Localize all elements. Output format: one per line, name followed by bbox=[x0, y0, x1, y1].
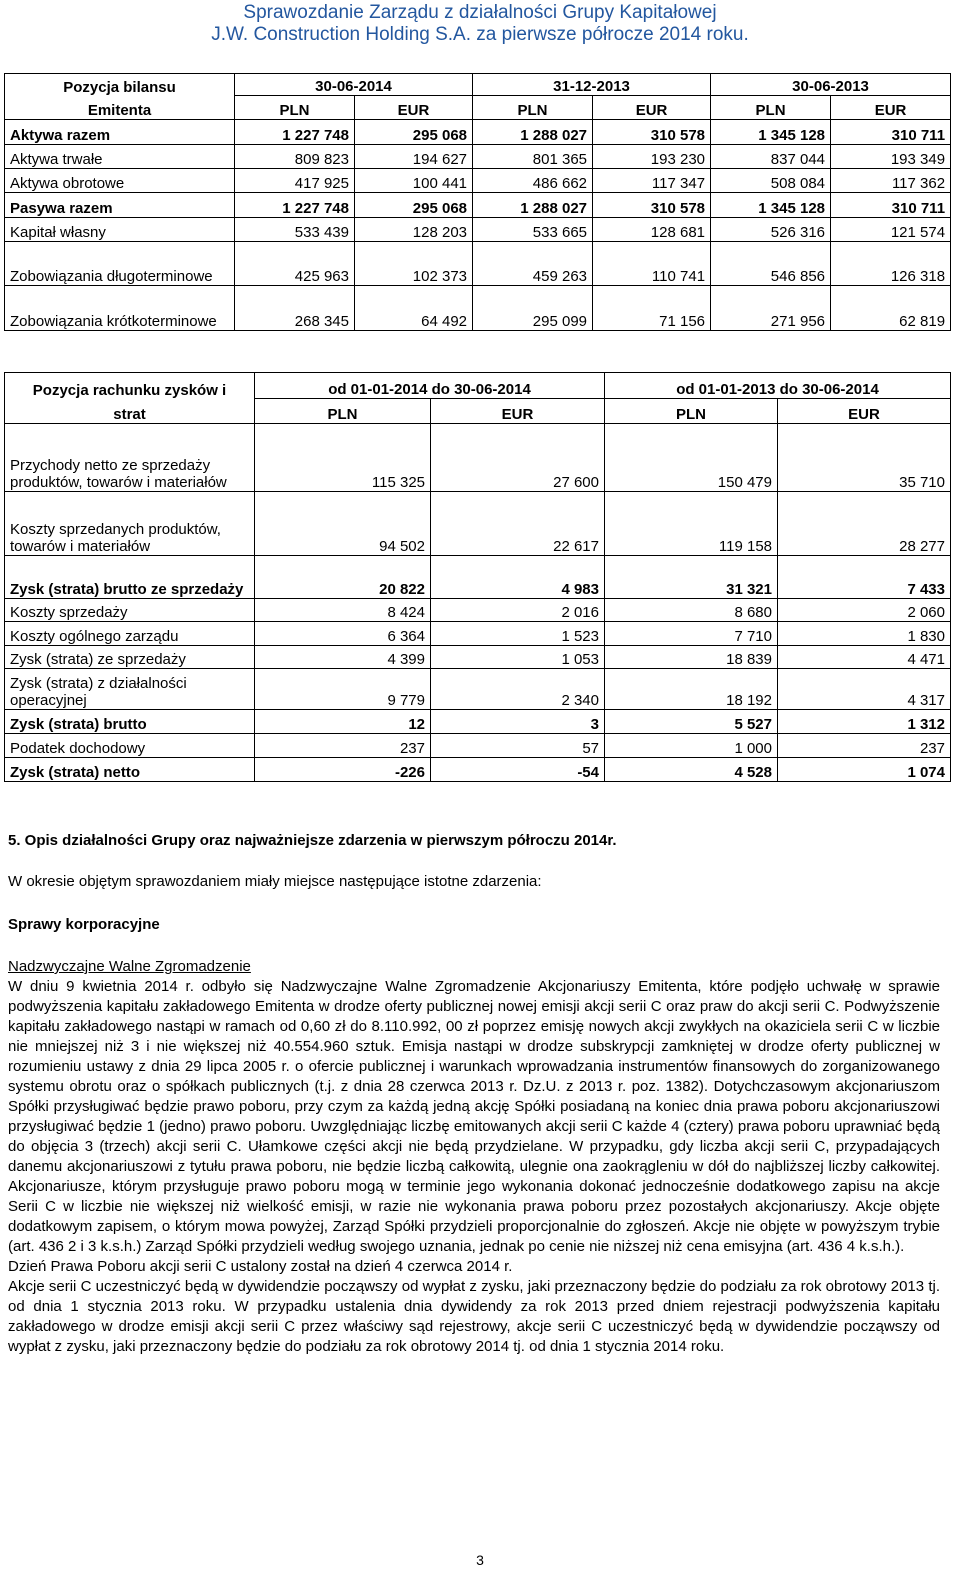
income-cell: 2 340 bbox=[431, 669, 605, 710]
balance-cell: 508 084 bbox=[711, 169, 831, 193]
balance-row bbox=[5, 242, 951, 286]
income-cell: 12 bbox=[255, 710, 431, 734]
income-period-header: od 01-01-2013 do 30-06-2014 bbox=[605, 373, 951, 399]
balance-cell: 1 288 027 bbox=[473, 120, 593, 145]
balance-cell: 102 373 bbox=[355, 242, 473, 286]
income-cell: -54 bbox=[431, 758, 605, 782]
balance-period-header: 30-06-2013 bbox=[711, 74, 951, 96]
paragraph: Akcje serii C uczestniczyć będą w dywidendzie począwszy od wypłat z zysku, jaki przeznaczony będzie do podziału za rok obrotowy 2013 tj. od dnia 1 stycznia 2013 roku. W przypadku ustalenia dnia dywidendy za rok 2013 przed dniem rejestracji podwyższenia kapitału zakładowego w drodze emisji akcji serii C przez właściwy sąd rejestrowy, akcje serii C uczestniczyć będą w dywidendzie począwszy od wypłat z zysku, jaki przeznaczony będzie do podziału za rok obrotowy 2014 tj. od dnia 1 stycznia 2014 roku. bbox=[8, 1278, 940, 1355]
income-col-label: strat bbox=[5, 399, 255, 424]
balance-cell: 1 227 748 bbox=[235, 193, 355, 218]
income-row-label: Zysk (strata) brutto bbox=[5, 710, 255, 734]
balance-currency-header: EUR bbox=[593, 96, 711, 120]
income-cell: 150 479 bbox=[605, 424, 778, 492]
balance-row bbox=[5, 286, 951, 331]
subsection-heading: Sprawy korporacyjne bbox=[8, 916, 160, 933]
balance-cell: 533 665 bbox=[473, 218, 593, 242]
balance-cell: 126 318 bbox=[831, 242, 951, 286]
balance-cell: 425 963 bbox=[235, 242, 355, 286]
income-cell: 18 839 bbox=[605, 646, 778, 669]
income-cell: 9 779 bbox=[255, 669, 431, 710]
balance-cell: 193 230 bbox=[593, 145, 711, 169]
balance-cell: 194 627 bbox=[355, 145, 473, 169]
income-col-label: Pozycja rachunku zysków i bbox=[5, 373, 255, 399]
balance-cell: 486 662 bbox=[473, 169, 593, 193]
balance-cell: 110 741 bbox=[593, 242, 711, 286]
balance-currency-header: EUR bbox=[355, 96, 473, 120]
income-cell: 1 523 bbox=[431, 622, 605, 646]
income-cell: 4 317 bbox=[778, 669, 951, 710]
income-row-label: Zysk (strata) netto bbox=[5, 758, 255, 782]
income-row bbox=[5, 734, 951, 758]
balance-cell: 809 823 bbox=[235, 145, 355, 169]
income-cell: 8 680 bbox=[605, 599, 778, 622]
income-cell: 7 433 bbox=[778, 556, 951, 599]
balance-row-label: Zobowiązania długoterminowe bbox=[5, 242, 235, 286]
income-row bbox=[5, 556, 951, 599]
egm-heading: Nadzwyczajne Walne Zgromadzenie bbox=[8, 958, 251, 975]
income-row bbox=[5, 710, 951, 734]
income-rows bbox=[5, 424, 951, 782]
balance-cell: 193 349 bbox=[831, 145, 951, 169]
income-header-row-periods bbox=[5, 373, 951, 399]
balance-cell: 1 345 128 bbox=[711, 193, 831, 218]
income-cell: 4 983 bbox=[431, 556, 605, 599]
balance-header-row-periods bbox=[5, 74, 951, 96]
balance-row-label: Pasywa razem bbox=[5, 193, 235, 218]
income-cell: 22 617 bbox=[431, 492, 605, 556]
income-period-header: od 01-01-2014 do 30-06-2014 bbox=[255, 373, 605, 399]
balance-cell: 801 365 bbox=[473, 145, 593, 169]
header-title-line-1: Sprawozdanie Zarządu z działalności Grupy Kapitałowej bbox=[243, 2, 717, 23]
balance-cell: 526 316 bbox=[711, 218, 831, 242]
balance-row-label: Aktywa razem bbox=[5, 120, 235, 145]
balance-row-label: Aktywa trwałe bbox=[5, 145, 235, 169]
income-row bbox=[5, 424, 951, 492]
income-row-label: Podatek dochodowy bbox=[5, 734, 255, 758]
income-cell: 237 bbox=[778, 734, 951, 758]
income-currency-header: EUR bbox=[778, 399, 951, 424]
income-row bbox=[5, 622, 951, 646]
balance-col-label: Emitenta bbox=[5, 96, 235, 120]
balance-col-label: Pozycja bilansu bbox=[5, 74, 235, 96]
section-intro: W okresie objętym sprawozdaniem miały miejsce następujące istotne zdarzenia: bbox=[8, 873, 542, 890]
income-table bbox=[4, 372, 951, 782]
body-text bbox=[8, 977, 940, 1357]
income-cell: 1 053 bbox=[431, 646, 605, 669]
income-cell: 4 399 bbox=[255, 646, 431, 669]
balance-cell: 310 578 bbox=[593, 120, 711, 145]
income-cell: 8 424 bbox=[255, 599, 431, 622]
income-currency-header: PLN bbox=[605, 399, 778, 424]
balance-cell: 459 263 bbox=[473, 242, 593, 286]
income-cell: 6 364 bbox=[255, 622, 431, 646]
balance-cell: 310 578 bbox=[593, 193, 711, 218]
income-cell: 57 bbox=[431, 734, 605, 758]
income-cell: 20 822 bbox=[255, 556, 431, 599]
income-cell: 7 710 bbox=[605, 622, 778, 646]
income-row bbox=[5, 492, 951, 556]
income-row-label: Zysk (strata) brutto ze sprzedaży bbox=[5, 556, 255, 599]
balance-cell: 417 925 bbox=[235, 169, 355, 193]
balance-currency-header: PLN bbox=[711, 96, 831, 120]
balance-row bbox=[5, 193, 951, 218]
income-cell: 2 060 bbox=[778, 599, 951, 622]
balance-cell: 310 711 bbox=[831, 193, 951, 218]
balance-cell: 62 819 bbox=[831, 286, 951, 331]
income-cell: 28 277 bbox=[778, 492, 951, 556]
balance-row bbox=[5, 120, 951, 145]
balance-cell: 837 044 bbox=[711, 145, 831, 169]
income-cell: 1 312 bbox=[778, 710, 951, 734]
income-row bbox=[5, 646, 951, 669]
income-cell: 94 502 bbox=[255, 492, 431, 556]
balance-currency-header: EUR bbox=[831, 96, 951, 120]
paragraph: W dniu 9 kwietnia 2014 r. odbyło się Nadzwyczajne Walne Zgromadzenie Akcjonariuszy Emitenta, które podjęło uchwałę w sprawie podwyższenia kapitału zakładowego Emitenta w drodze oferty publicznej nowej emisji akcji serii C oraz praw do akcji serii C. Podwyższenie kapitału zakładowego nastąpi w ramach od 0,60 zł do 8.110.992, 00 zł poprzez emisję nowych akcji zwykłych na okaziciela serii C w liczbie nie mniejszej niż 3 i nie większej niż 40.554.960 sztuk. Emisja nastąpi w drodze subskrypcji zamkniętej w drodze oferty publicznej w rozumieniu ustawy z dnia 29 lipca 2005 r. o ofercie publicznej i warunkach wprowadzania instrumentów finansowych do zorganizowanego systemu obrotu oraz o spółkach publicznych (t.j. z dnia 28 czerwca 2013 r. Dz.U. z 2013 r. poz. 1382). Dotychczasowym akcjonariuszom Spółki przysługiwać będzie prawo poboru, przy czym za każdą jedną akcję Spółki posiadaną na koniec dnia prawa poboru akcjonariuszowi przysługiwać będzie 1 (jedno) prawo poboru. Uwzględniając liczbę emitowanych akcji serii C każde 4 (cztery) prawa poboru uprawniać będą do objęcia 3 (trzech) akcji serii C. Ułamkowe części akcji nie będą przydzielane. W przypadku, gdy liczba akcji serii C, przypadających danemu akcjonariuszowi z tytułu prawa poboru, nie będzie liczbą całkowitą, ulegnie ona zaokrągleniu w dół do najbliższej liczby całkowitej. Akcjonariusze, którym przysługuje prawo poboru mogą w terminie jego wykonania dokonać jednocześnie dodatkowego zapisu na akcje Serii C w liczbie nie większej niż wielkość emisji, w razie nie wykonania prawa poboru przez pozostałych akcjonariuszy. Akcje objęte dodatkowym zapisem, o którym mowa powyżej, Zarząd Spółki przydzieli proporcjonalnie do zgłoszeń. Akcje nie objęte w powyższym trybie (art. 436 2 i 3 k.s.h.) Zarząd Spółki przydzieli według swojego uznania, jednak po cenie nie niższej niż cena emisyjna (art. 436 4 k.s.h.). bbox=[8, 978, 940, 1255]
paragraph: Dzień Prawa Poboru akcji serii C ustalony został na dzień 4 czerwca 2014 r. bbox=[8, 1258, 513, 1275]
balance-cell: 310 711 bbox=[831, 120, 951, 145]
income-row-label: Zysk (strata) z działalności operacyjnej bbox=[5, 669, 255, 710]
balance-cell: 1 345 128 bbox=[711, 120, 831, 145]
balance-cell: 268 345 bbox=[235, 286, 355, 331]
balance-row-label: Aktywa obrotowe bbox=[5, 169, 235, 193]
income-row bbox=[5, 758, 951, 782]
income-row bbox=[5, 669, 951, 710]
income-cell: 119 158 bbox=[605, 492, 778, 556]
income-row-label: Zysk (strata) ze sprzedaży bbox=[5, 646, 255, 669]
balance-cell: 271 956 bbox=[711, 286, 831, 331]
page-number: 3 bbox=[476, 1552, 484, 1568]
balance-table bbox=[4, 73, 951, 331]
income-currency-header: EUR bbox=[431, 399, 605, 424]
section-title: 5. Opis działalności Grupy oraz najważniejsze zdarzenia w pierwszym półroczu 2014r. bbox=[8, 832, 617, 849]
income-cell: 1 830 bbox=[778, 622, 951, 646]
income-row-label: Koszty ogólnego zarządu bbox=[5, 622, 255, 646]
balance-cell: 533 439 bbox=[235, 218, 355, 242]
income-row-label: Koszty sprzedaży bbox=[5, 599, 255, 622]
income-row-label: Koszty sprzedanych produktów, towarów i materiałów bbox=[5, 492, 255, 556]
balance-cell: 295 099 bbox=[473, 286, 593, 331]
balance-row bbox=[5, 169, 951, 193]
income-cell: 115 325 bbox=[255, 424, 431, 492]
balance-cell: 295 068 bbox=[355, 120, 473, 145]
income-cell: 237 bbox=[255, 734, 431, 758]
balance-cell: 121 574 bbox=[831, 218, 951, 242]
income-cell: 31 321 bbox=[605, 556, 778, 599]
balance-cell: 1 227 748 bbox=[235, 120, 355, 145]
income-cell: 27 600 bbox=[431, 424, 605, 492]
balance-period-header: 30-06-2014 bbox=[235, 74, 473, 96]
balance-row-label: Kapitał własny bbox=[5, 218, 235, 242]
income-row-label: Przychody netto ze sprzedaży produktów, towarów i materiałów bbox=[5, 424, 255, 492]
income-cell: 2 016 bbox=[431, 599, 605, 622]
balance-cell: 100 441 bbox=[355, 169, 473, 193]
header-title-line-2: J.W. Construction Holding S.A. za pierwsze półrocze 2014 roku. bbox=[211, 24, 749, 45]
balance-header-row-currencies bbox=[5, 96, 951, 120]
balance-cell: 128 203 bbox=[355, 218, 473, 242]
income-cell: -226 bbox=[255, 758, 431, 782]
balance-rows bbox=[5, 120, 951, 331]
balance-cell: 64 492 bbox=[355, 286, 473, 331]
balance-row-label: Zobowiązania krótkoterminowe bbox=[5, 286, 235, 331]
balance-period-header: 31-12-2013 bbox=[473, 74, 711, 96]
income-cell: 1 074 bbox=[778, 758, 951, 782]
document-header bbox=[0, 0, 960, 46]
income-header-row-currencies bbox=[5, 399, 951, 424]
income-cell: 18 192 bbox=[605, 669, 778, 710]
income-cell: 5 527 bbox=[605, 710, 778, 734]
income-row bbox=[5, 599, 951, 622]
income-cell: 4 471 bbox=[778, 646, 951, 669]
balance-cell: 117 362 bbox=[831, 169, 951, 193]
income-cell: 35 710 bbox=[778, 424, 951, 492]
balance-cell: 1 288 027 bbox=[473, 193, 593, 218]
balance-cell: 546 856 bbox=[711, 242, 831, 286]
balance-currency-header: PLN bbox=[473, 96, 593, 120]
balance-cell: 128 681 bbox=[593, 218, 711, 242]
income-cell: 3 bbox=[431, 710, 605, 734]
income-cell: 4 528 bbox=[605, 758, 778, 782]
balance-cell: 117 347 bbox=[593, 169, 711, 193]
balance-row bbox=[5, 145, 951, 169]
balance-cell: 295 068 bbox=[355, 193, 473, 218]
income-currency-header: PLN bbox=[255, 399, 431, 424]
balance-row bbox=[5, 218, 951, 242]
balance-currency-header: PLN bbox=[235, 96, 355, 120]
income-cell: 1 000 bbox=[605, 734, 778, 758]
balance-cell: 71 156 bbox=[593, 286, 711, 331]
